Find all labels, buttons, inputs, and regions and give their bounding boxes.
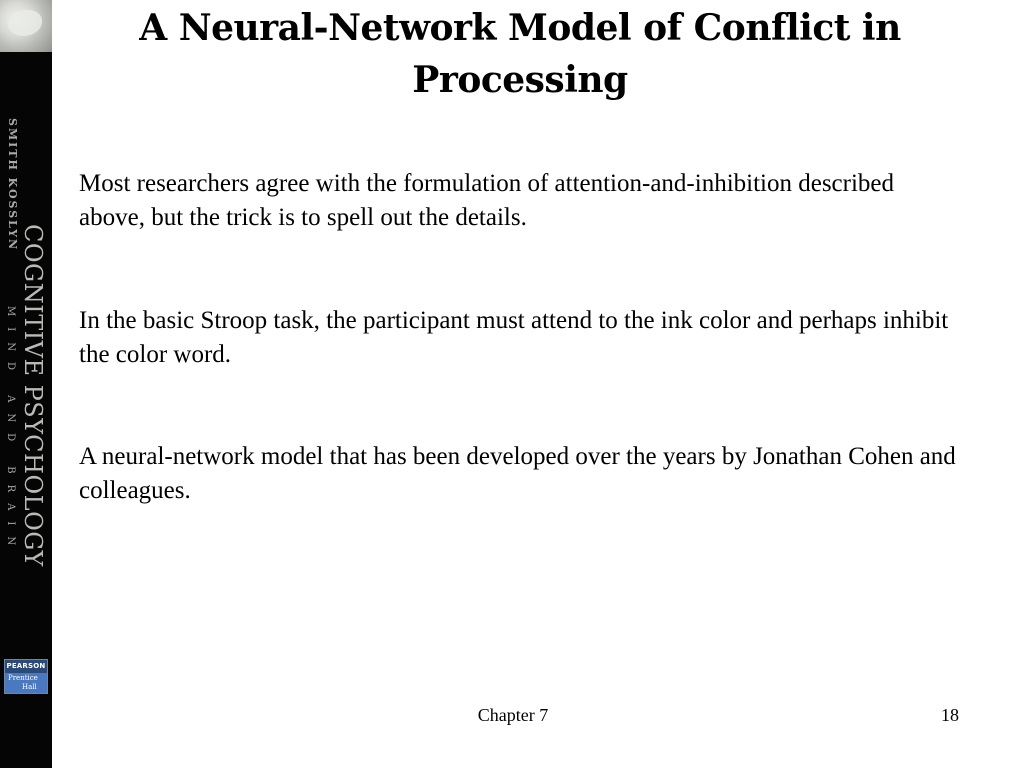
page-number: 18: [941, 705, 959, 725]
publisher-name: PEARSON: [5, 660, 47, 673]
publisher-logo: [4, 659, 48, 694]
paragraph-3: A neural-network model that has been developed over the years by Jonathan Cohen and colleagues.: [79, 443, 956, 504]
cover-photo-shape: [8, 10, 42, 36]
paragraph-2: In the basic Stroop task, the participant must attend to the ink color and perhaps inhibit the color word.: [79, 307, 949, 368]
book-sidebar: [0, 0, 52, 768]
footer-chapter: Chapter 7: [477, 705, 549, 725]
paragraph-1: Most researchers agree with the formulation of attention-and-inhibition described above, but the trick is to spell out the details.: [79, 170, 895, 231]
publisher-imprint-line1: Prentice: [8, 674, 38, 682]
book-title: COGNITIVE PSYCHOLOGY: [19, 224, 47, 567]
publisher-imprint-line2: Hall: [22, 683, 37, 691]
publisher-imprint: [5, 673, 47, 693]
book-subtitle: MIND AND BRAIN: [5, 306, 16, 557]
cover-photo: [0, 0, 52, 52]
book-authors: SMITH KOSSLYN: [6, 118, 19, 252]
slide-title: A Neural-Network Model of Conflict in Processing: [139, 7, 901, 101]
